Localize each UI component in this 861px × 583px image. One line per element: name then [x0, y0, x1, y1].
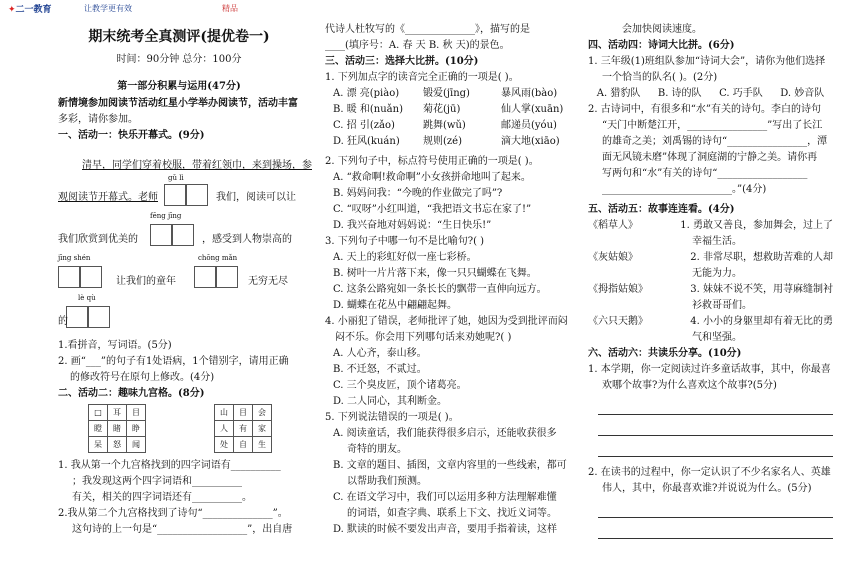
- q4-2a: 2. 古诗词中，有很多和“水”有关的诗句。李白的诗句: [588, 104, 821, 115]
- col3-line-0: 会加快阅读速度。: [622, 24, 702, 35]
- q6-1b: 欢哪个故事?为什么喜欢这个故事?(5分): [602, 380, 777, 391]
- grid-a-cell: 闻: [127, 437, 146, 453]
- grid-a-cell: 睹: [108, 421, 127, 437]
- q3-2-option: A. “救命啊!救命啊”小女孩拼命地叫了起来。: [333, 172, 531, 183]
- intro-line-1: 新情境参加阅读节活动红星小学举办阅读节，活动丰富: [58, 98, 298, 109]
- col2-line-2: ____(填序号：A. 春 天 B. 秋 天)的景色。: [325, 40, 510, 51]
- header-slogan: 让教学更有效: [84, 4, 132, 13]
- q4-2b: “天门中断楚江开，________________”写出了长江: [602, 120, 823, 131]
- pinyin-2: fēng jīng: [150, 212, 182, 220]
- answer-line[interactable]: [598, 524, 833, 539]
- activity1-q2a: 2. 画“___”的句子有1处语病，1个错别字，请用正确: [58, 356, 289, 367]
- match-desc: 1. 勇敢又善良，参加舞会，过上了: [680, 220, 833, 231]
- grid-b-cell: 有: [234, 421, 253, 437]
- q3-5-option: A. 阅读童话，我们能获得很多启示，还能收获很多: [333, 428, 557, 439]
- q4-1-options: [588, 86, 833, 102]
- activity2-q1c: 有关，相关的四字词语还有__________。: [72, 492, 252, 503]
- q3-1-option: 仙人掌(xuān): [501, 104, 564, 115]
- q3-1-option: 滴大地(xiāo): [501, 136, 560, 147]
- answer-line[interactable]: [598, 442, 833, 457]
- activity1-row-5: [58, 294, 300, 332]
- pinyin-4: chōng mǎn: [198, 254, 238, 262]
- grid-a-cell: 呆: [89, 437, 108, 453]
- answer-line[interactable]: [598, 421, 833, 436]
- q6-1a: 1. 本学期，你一定阅读过许多童话故事，其中，你最喜: [588, 364, 831, 375]
- q3-1-option: 跳舞(wǔ): [423, 120, 466, 131]
- match-list: [588, 218, 833, 346]
- grid-b-cell: 山: [215, 405, 234, 421]
- q3-1-option: B. 暖 和(nuǎn): [333, 104, 403, 115]
- q4-1b: 一个恰当的队名( )。(2分): [602, 72, 718, 83]
- q3-5-option-cont: 以帮助我们预测。: [347, 476, 427, 487]
- q4-1-option: C. 巧手队: [719, 88, 763, 99]
- intro-line-2: 多彩，请你参加。: [58, 114, 138, 125]
- q3-1: 1. 下列加点字的读音完全正确的一项是( )。: [325, 72, 519, 83]
- q3-1-option: 锻爱(jīng): [423, 88, 470, 99]
- activity1-heading: 一、活动一：快乐开幕式。(9分): [58, 130, 205, 141]
- page-header: [0, 0, 861, 16]
- q3-1-option: A. 漂 亮(piào): [333, 88, 400, 99]
- q3-4-option: C. 三个臭皮匠，顶个诸葛亮。: [333, 380, 467, 391]
- grid-a-cell: 耳: [108, 405, 127, 421]
- grid-b-cell: 自: [234, 437, 253, 453]
- q3-1-option: 暴风雨(bào): [501, 88, 558, 99]
- grid-b-cell: 会: [253, 405, 272, 421]
- activity1-q1: 1.看拼音，写词语。(5分): [58, 340, 172, 351]
- q4-1a: 1. 三年级(1)班组队参加“诗词大会”，请你为他们选择: [588, 56, 826, 67]
- q3-1-options: [325, 86, 565, 150]
- answer-box-2[interactable]: [150, 224, 194, 246]
- q3-5-option-cont: 奇特的朋友。: [347, 444, 407, 455]
- grid-a-cell: □: [89, 405, 108, 421]
- q4-1-option: A. 猎豹队: [596, 88, 641, 99]
- q3-2: 2. 下列句子中，标点符号使用正确的一项是( )。: [325, 156, 539, 167]
- logo-icon: ✦: [8, 5, 16, 15]
- q6-2b: 伟人，其中，你最喜欢谁?并说说为什么。(5分): [602, 483, 812, 494]
- nine-grids: [58, 404, 300, 458]
- column-2: [325, 22, 568, 538]
- answer-box-5[interactable]: [66, 306, 110, 328]
- grid-b-cell: 目: [234, 405, 253, 421]
- q3-3: 3. 下列句子中哪一句不是比喻句?( ): [325, 236, 485, 247]
- match-desc-cont: 幸福生活。: [692, 236, 742, 247]
- match-desc: 3. 妹妹不说不笑，用荨麻缝制衬: [690, 284, 833, 295]
- answer-line[interactable]: [598, 400, 833, 415]
- grid-a-cell: 睁: [127, 421, 146, 437]
- match-row: [588, 218, 833, 234]
- match-row: [588, 250, 833, 266]
- activity1-line-1: 清早，同学们穿着校服，带着红领巾，来到操场，参: [82, 160, 312, 171]
- part1-heading: 第一部分积累与运用(47分): [117, 81, 241, 92]
- nine-grid-b: [214, 404, 272, 453]
- q3-2-option: B. 妈妈问我：“今晚的作业做完了吗”?: [333, 188, 503, 199]
- activity1-line-3a: 我们欣赏到优美的: [58, 234, 138, 245]
- match-desc-cont: 衫救哥哥们。: [692, 300, 752, 311]
- pinyin-3: jīng shén: [58, 254, 91, 262]
- activity1-line-4b: 无穷无尽: [248, 276, 288, 287]
- answer-line[interactable]: [598, 503, 833, 518]
- q3-3-option: B. 树叶一片片落下来，像一只只蝴蝶在飞舞。: [333, 268, 537, 279]
- match-desc: 2. 非常尽职，想救助苦难的人却: [690, 252, 833, 263]
- q3-4-option: B. 不迁怒，不贰过。: [333, 364, 427, 375]
- q3-2-option: D. 我兴奋地对妈妈说：“生日快乐!”: [333, 220, 492, 231]
- activity1-line-2b: 我们，阅读可以让: [216, 192, 296, 203]
- answer-box-4[interactable]: [194, 266, 238, 288]
- grid-a-cell: 瞪: [89, 421, 108, 437]
- logo-text: 二一教育: [15, 5, 52, 15]
- q3-1-option: C. 招 引(zǎo): [333, 120, 395, 131]
- q3-5: 5. 下列说法错误的一项是( )。: [325, 412, 459, 423]
- answer-box-3[interactable]: [58, 266, 102, 288]
- q3-5-option-cont: 的词语，如查字典、联系上下文、找近义词等。: [347, 508, 557, 519]
- q3-1-option: 邮递员(yóu): [501, 120, 557, 131]
- brand-logo: [8, 2, 52, 15]
- activity6-heading: 六、活动六：共读乐分享。(10分): [588, 348, 742, 359]
- column-1: [58, 18, 312, 538]
- grid-b-cell: 人: [215, 421, 234, 437]
- activity1-row-2: [58, 174, 300, 208]
- grid-b-cell: 生: [253, 437, 272, 453]
- col2-line-1: 代诗人杜牧写的《______________》，描写的是: [325, 24, 530, 35]
- match-desc: 4. 小小的身躯里却有着无比的勇: [690, 316, 833, 327]
- q4-2d: 面无风镜未磨”体现了洞庭湖的宁静之美。请你再: [602, 152, 818, 163]
- q3-5-option: C. 在语文学习中，我们可以运用多种方法理解难懂: [333, 492, 557, 503]
- exam-title: 期末统考全真测评(提优卷一): [88, 29, 270, 45]
- column-3: [588, 22, 833, 539]
- activity2-q2a: 2.我从第二个九宫格找到了诗句“______________”。: [58, 508, 288, 519]
- q3-4b: 闷不乐。你会用下列哪句话来劝她呢?( ): [335, 332, 512, 343]
- exam-meta: 时间：90分钟 总分：100分: [116, 54, 242, 65]
- match-book: 《六只天鹅》: [588, 316, 648, 327]
- grid-a-cell: 怒: [108, 437, 127, 453]
- match-desc-cont: 无能为力。: [692, 268, 742, 279]
- activity2-q1a: 1. 我从第一个九宫格找到的四字词语有__________: [58, 460, 281, 471]
- activity5-heading: 五、活动五：故事连连看。(4分): [588, 204, 735, 215]
- match-book: 《灰姑娘》: [588, 252, 638, 263]
- match-desc-cont: 气和坚强。: [692, 332, 742, 343]
- match-row: [588, 314, 833, 330]
- q4-2f: __________________________。”(4分): [602, 184, 767, 195]
- activity2-q1b: ；我发现这两个四字词语和__________: [72, 476, 242, 487]
- activity2-q2b: 这句诗的上一句是“__________________”，出自唐: [72, 524, 293, 535]
- answer-box-1[interactable]: [164, 184, 208, 206]
- nine-grid-a: [88, 404, 146, 453]
- activity3-heading: 三、活动三：选择大比拼。(10分): [325, 56, 479, 67]
- activity4-heading: 四、活动四：诗词大比拼。(6分): [588, 40, 735, 51]
- match-book: 《拇指姑娘》: [588, 284, 648, 295]
- q6-2a: 2. 在读书的过程中，你一定认识了不少名家名人、英雄: [588, 467, 831, 478]
- match-row: [588, 282, 833, 298]
- activity1-line-5: 的: [58, 316, 68, 327]
- grid-a-cell: 目: [127, 405, 146, 421]
- activity1-q2b: 的修改符号在原句上修改。(4分): [70, 372, 215, 383]
- q3-4-option: D. 二人同心，其利断金。: [333, 396, 448, 407]
- q4-2c: 的雄奇之美；刘禹锡的诗句“________________，潭: [602, 136, 828, 147]
- header-tag: 精品: [222, 4, 238, 13]
- q3-1-option: D. 狂风(kuán): [333, 136, 400, 147]
- grid-b-cell: 处: [215, 437, 234, 453]
- q3-1-option: 菊花(jū): [423, 104, 461, 115]
- q3-4a: 4. 小丽犯了错误，老师批评了她，她因为受到批评而闷: [325, 316, 568, 327]
- activity2-heading: 二、活动二：趣味九宫格。(8分): [58, 388, 205, 399]
- activity1-line-2a: 观阅读节开幕式。老师: [58, 192, 158, 203]
- q3-3-option: A. 天上的彩虹好似一座七彩桥。: [333, 252, 477, 263]
- q3-5-option: B. 文章的题目、插图，文章内容里的一些线索，都可: [333, 460, 567, 471]
- activity1-line-4a: 让我们的童年: [116, 276, 176, 287]
- activity1-line-3b: ，感受到人物崇高的: [202, 234, 292, 245]
- pinyin-1: gǔ lì: [168, 174, 184, 182]
- q4-1-option: B. 诗的队: [657, 88, 702, 99]
- q3-3-option: D. 蝴蝶在花丛中翩翩起舞。: [333, 300, 458, 311]
- q3-2-option: C. “叹呀”小红叫道，“我把语文书忘在家了!”: [333, 204, 532, 215]
- q3-5-option: D. 默读的时候不要发出声音，要用手指着读，这样: [333, 524, 558, 535]
- q3-4-option: A. 人心齐，泰山移。: [333, 348, 427, 359]
- activity1-row-4: [58, 254, 300, 292]
- match-book: 《稻草人》: [588, 220, 638, 231]
- activity1-row-3: [58, 212, 300, 250]
- grid-b-cell: 家: [253, 421, 272, 437]
- q3-1-option: 规则(zé): [423, 136, 462, 147]
- q4-1-option: D. 妙音队: [780, 88, 825, 99]
- q3-3-option: C. 这条公路宛如一条长长的飘带一直伸向远方。: [333, 284, 547, 295]
- q4-2e: 写两句和“水”有关的诗句“__________________: [602, 168, 808, 179]
- pinyin-5: lè qù: [78, 294, 96, 302]
